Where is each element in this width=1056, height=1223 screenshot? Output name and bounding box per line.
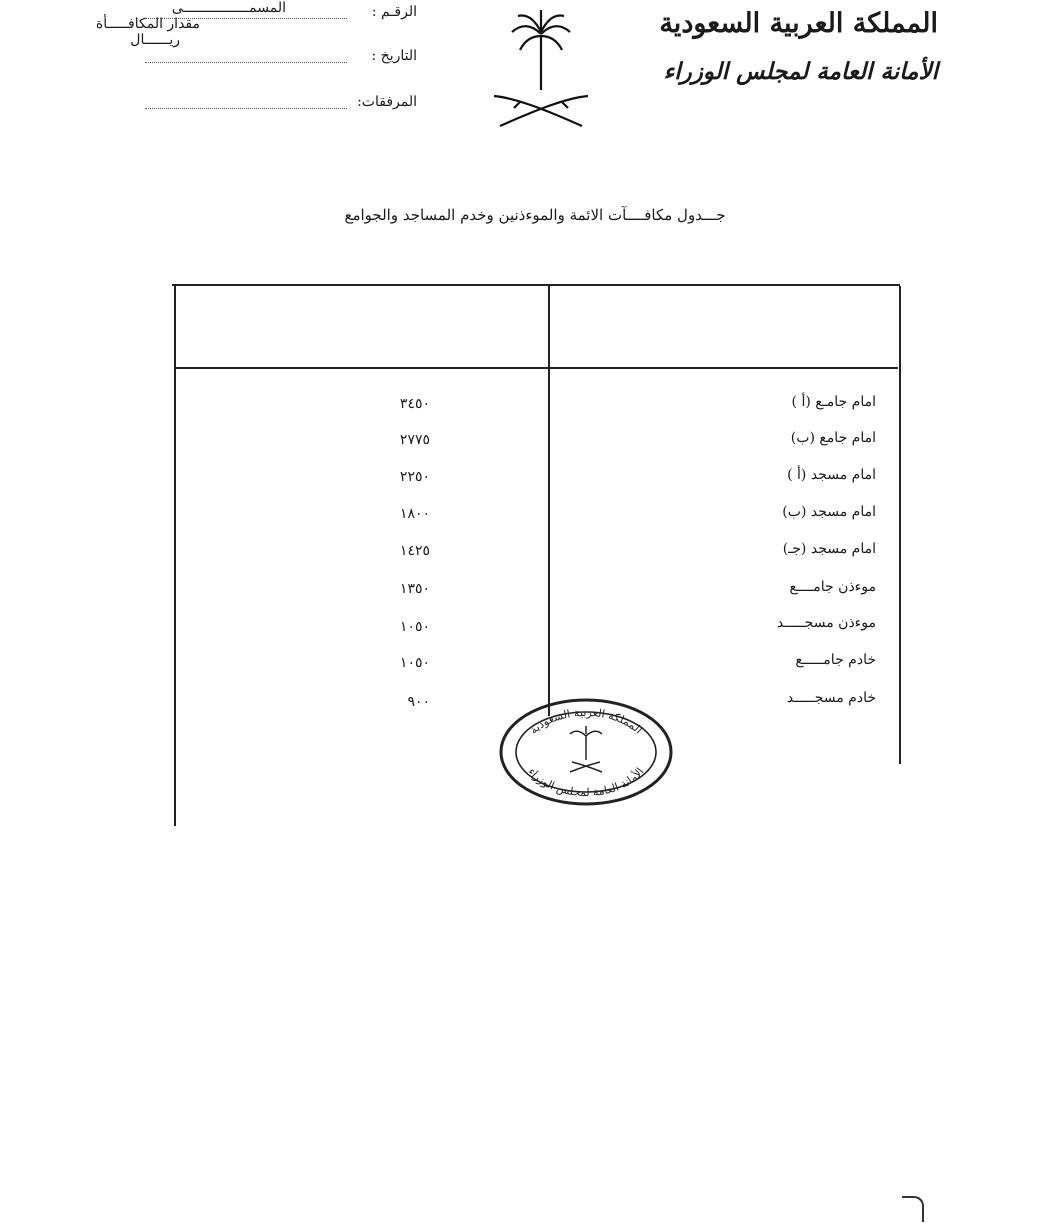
table-row-name: موءذن جامــــع (789, 579, 876, 595)
table-row-value: ١٤٢٥ (399, 543, 430, 559)
ref-number-field (145, 4, 417, 28)
table-row-name: امام مسجد (أ ) (787, 467, 876, 483)
column-header-unit: ريــــــال (130, 32, 180, 48)
date-label: التاريخ : (371, 48, 417, 64)
table-row-value: ٣٤٥٠ (399, 396, 430, 412)
table-row-name: خادم مسجـــــد (786, 690, 876, 706)
table-row-value: ١٠٥٠ (399, 655, 430, 671)
kingdom-name: المملكة العربية السعودية (659, 8, 938, 39)
official-seal-stamp-icon (498, 696, 674, 808)
page-corner-mark (902, 1196, 924, 1222)
ref-number-label: الرقـم : (371, 4, 417, 20)
stamp-text-top: المملكة العربية السعودية (527, 705, 645, 737)
column-header-amount: مقدار المكافـــــأة (95, 16, 200, 32)
attachments-label: المرفقات: (357, 94, 417, 110)
date-field (145, 48, 417, 72)
table-column-divider (548, 286, 550, 716)
table-row-name: امام مسجد (جـ) (782, 541, 876, 557)
stamp-text-bottom: الأمانة العامة لمجلس الوزراء (525, 765, 647, 800)
table-header-divider (176, 367, 898, 369)
table-right-border (899, 286, 901, 764)
table-row-value: ٢٢٥٠ (399, 469, 430, 485)
table-top-border (172, 284, 900, 286)
table-row-name: امام جامـع (أ ) (791, 394, 876, 410)
secretariat-name: الأمانة العامة لمجلس الوزراء (663, 58, 938, 85)
table-row-value: ١٨٠٠ (399, 506, 430, 522)
table-row-value: ١٣٥٠ (399, 581, 430, 597)
table-row-name: خادم جامـــــع (795, 652, 876, 668)
palm-and-swords-emblem-icon (486, 6, 596, 130)
table-row-value: ٢٧٧٥ (399, 432, 430, 448)
table-row-name: موءذن مسجـــــد (776, 615, 876, 631)
attachments-dots (145, 108, 347, 109)
table-left-border (174, 286, 176, 826)
column-header-title: المسمــــــــــــــــى (171, 0, 286, 16)
table-row-name: امام مسجد (ب) (782, 504, 876, 520)
date-dots (145, 62, 347, 63)
table-row-value: ١٠٥٠ (399, 619, 430, 635)
table-row-value: ٩٠٠ (407, 694, 430, 710)
attachments-field (145, 94, 417, 118)
table-row-name: امام جامع (ب) (790, 430, 876, 446)
document-title: جـــدول مكافــــآت الائمة والموءذنين وخدم المساجد والجوامع (344, 206, 726, 224)
ref-number-dots (145, 18, 347, 19)
